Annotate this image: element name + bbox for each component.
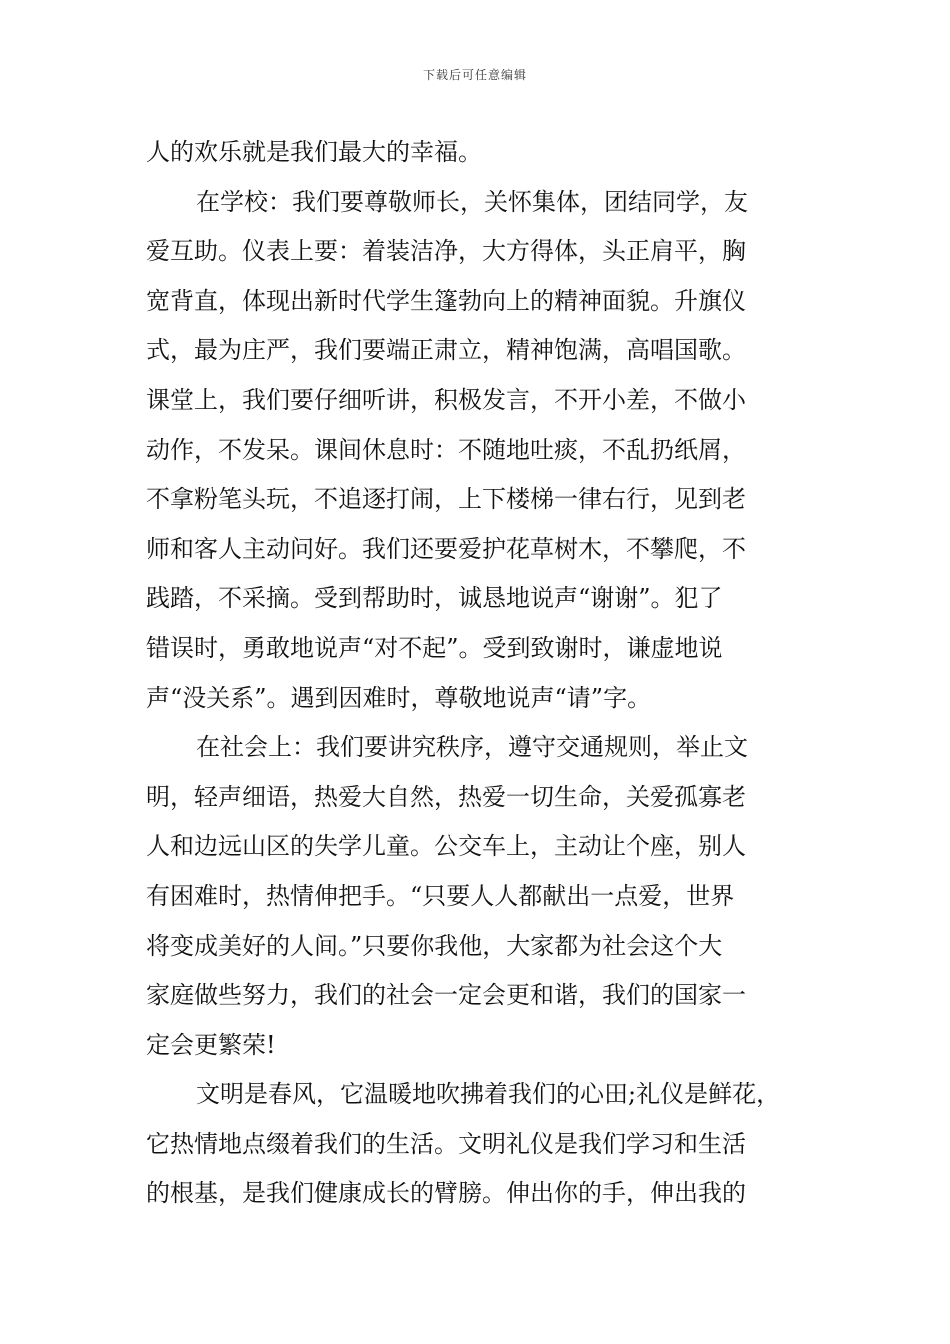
text-line: 动作，不发呆。课间休息时：不随地吐痰，不乱扔纸屑， [146, 435, 746, 464]
text-line: 的根基，是我们健康成长的臂膀。伸出你的手，伸出我的 [146, 1179, 746, 1208]
text-line: 它热情地点缀着我们的生活。文明礼仪是我们学习和生活 [146, 1129, 746, 1158]
text-line: 爱互助。仪表上要：着装洁净，大方得体，头正肩平，胸 [146, 237, 746, 266]
text-line: 课堂上，我们要仔细听讲，积极发言，不开小差，不做小 [146, 385, 746, 414]
text-line: 定会更繁荣! [146, 1030, 276, 1059]
text-line: 有困难时，热情伸把手。“只要人人都献出一点爱，世界 [146, 881, 735, 910]
text-line: 不拿粉笔头玩，不追逐打闹，上下楼梯一律右行，见到老 [146, 485, 746, 514]
text-line: 宽背直，体现出新时代学生篷勃向上的精神面貌。升旗仪 [146, 286, 746, 315]
text-line: 人和边远山区的失学儿童。公交车上，主动让个座，别人 [146, 832, 746, 861]
text-line: 师和客人主动问好。我们还要爱护花草树木，不攀爬，不 [146, 534, 746, 563]
text-line: 践踏，不采摘。受到帮助时，诚恳地说声“谢谢”。犯了 [146, 584, 723, 613]
text-line: 明，轻声细语，热爱大自然，热爱一切生命，关爱孤寡老 [146, 782, 746, 811]
text-line: 文明是春风，它温暖地吹拂着我们的心田;礼仪是鲜花， [196, 1080, 781, 1109]
text-line: 式，最为庄严，我们要端正肃立，精神饱满，高唱国歌。 [146, 336, 746, 365]
text-line: 人的欢乐就是我们最大的幸福。 [146, 138, 482, 166]
text-line: 声“没关系”。遇到因难时，尊敬地说声“请”字。 [146, 683, 652, 712]
text-line: 家庭做些努力，我们的社会一定会更和谐，我们的国家一 [146, 981, 746, 1010]
text-line: 在社会上：我们要讲究秩序，遵守交通规则，举止文 [196, 733, 748, 762]
text-line: 将变成美好的人间。”只要你我他，大家都为社会这个大 [146, 931, 723, 960]
text-line: 在学校：我们要尊敬师长，关怀集体，团结同学，友 [196, 187, 748, 216]
document-body [146, 128, 810, 1219]
page-header: 下载后可任意编辑 [422, 68, 527, 82]
text-line: 错误时，勇敢地说声“对不起”。受到致谢时，谦虚地说 [146, 633, 723, 662]
